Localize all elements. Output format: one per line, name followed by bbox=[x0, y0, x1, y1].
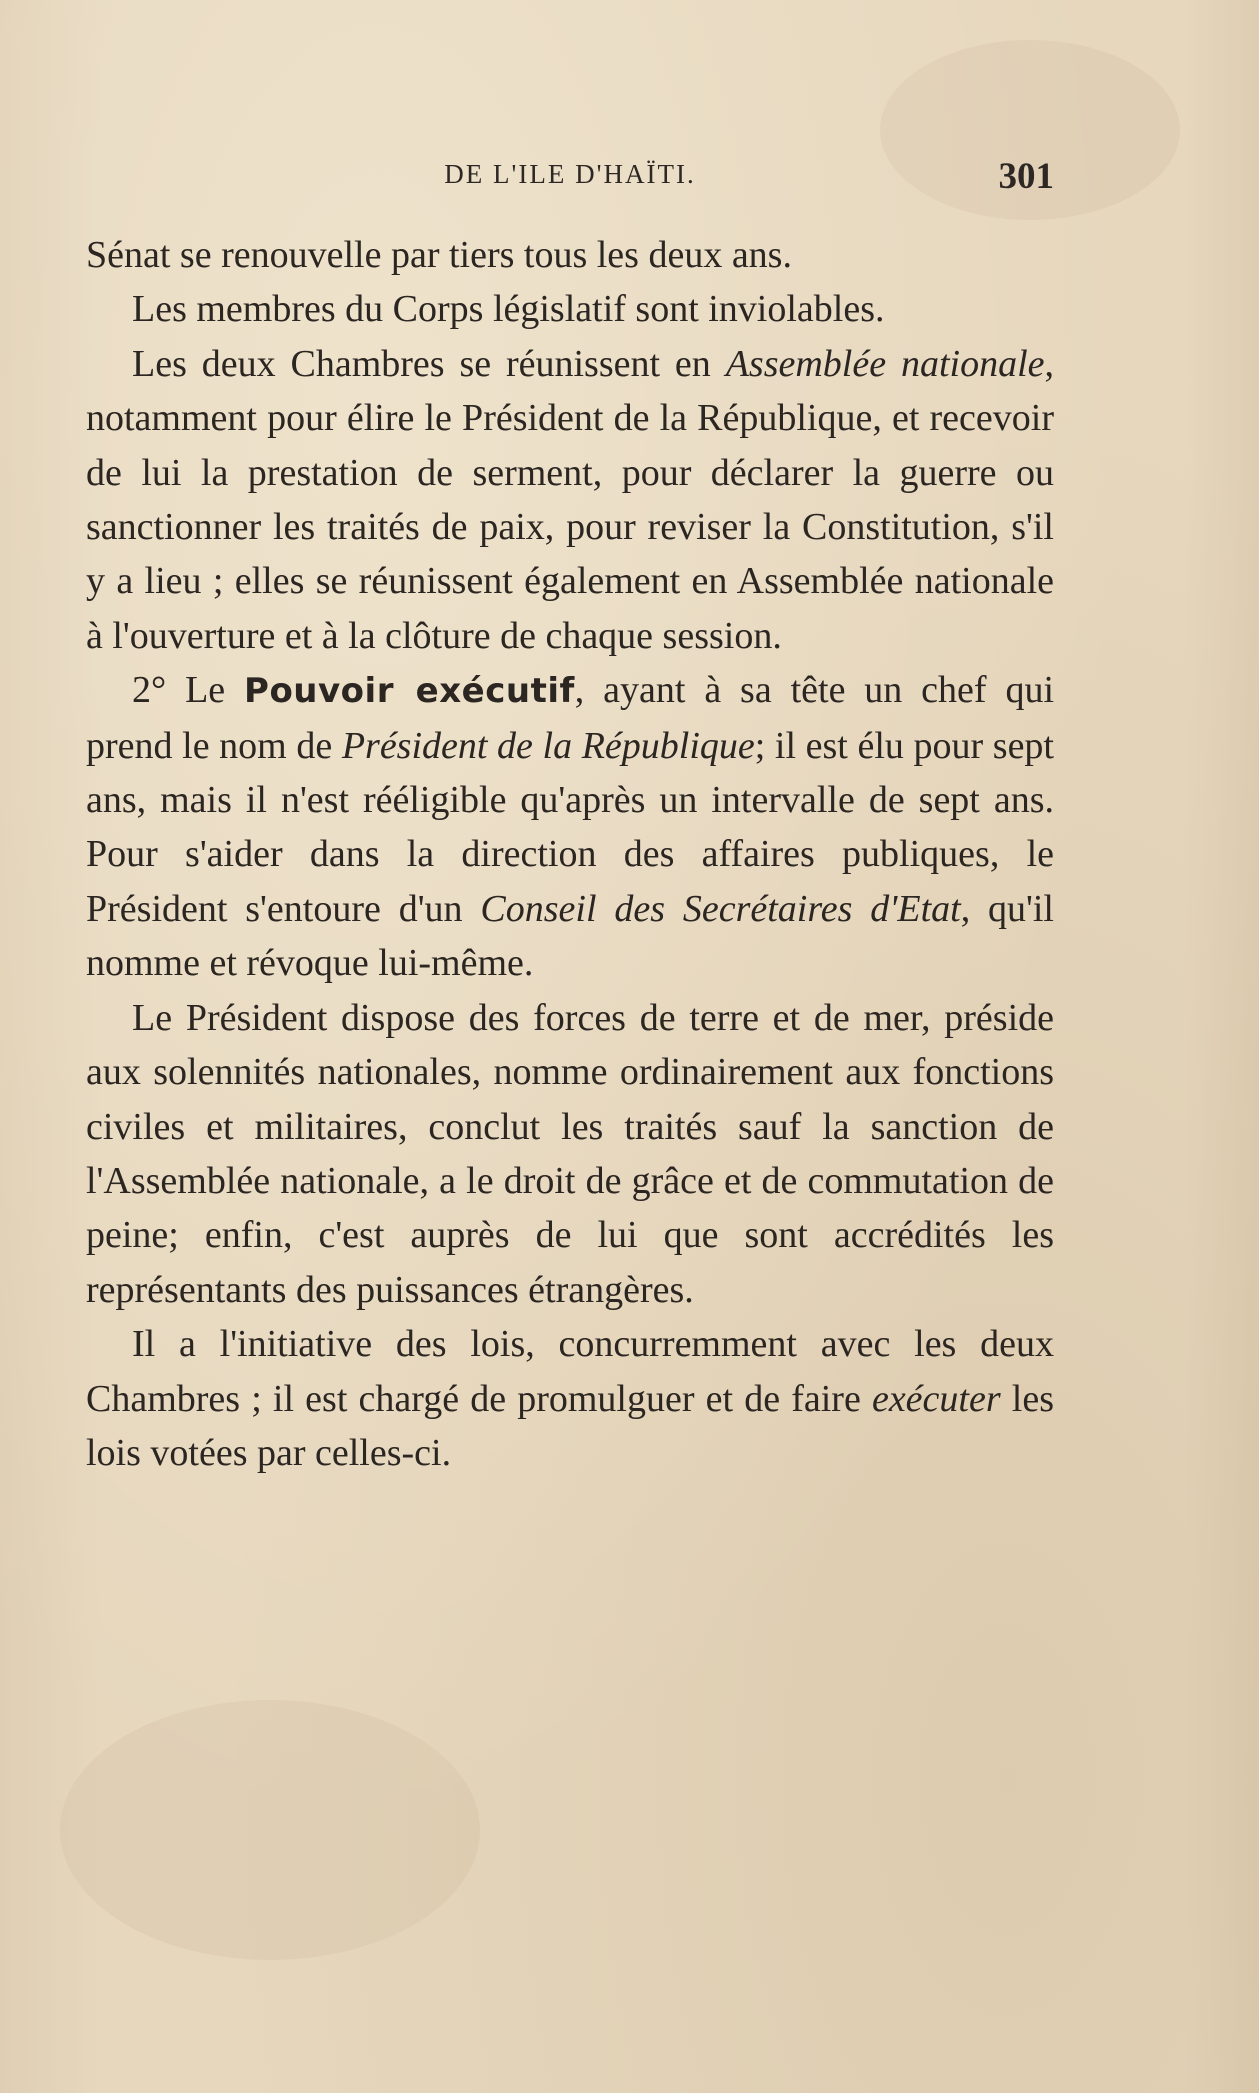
body-text bbox=[86, 228, 1054, 1480]
paragraph-4 bbox=[86, 663, 1054, 990]
paragraph-6 bbox=[86, 1317, 1054, 1480]
italic-term: Président de la République bbox=[341, 724, 755, 767]
italic-term: Conseil des Secrétaires d'Etat bbox=[480, 887, 961, 930]
paragraph-text: 2° Le bbox=[132, 669, 245, 712]
italic-term: exécuter bbox=[871, 1377, 1001, 1420]
paragraph-3 bbox=[86, 337, 1054, 663]
paragraph-5 bbox=[86, 991, 1054, 1317]
running-header bbox=[86, 155, 1054, 199]
paragraph-2 bbox=[86, 282, 1054, 336]
paragraph-text: ; il est élu pour sept ans, mais il n'est rééligible qu'après un intervalle de sept ans. Pour s'aider dans la direction des affaires publiques, le Président s'entoure d'un bbox=[86, 724, 1054, 930]
bold-term: Pouvoir exécutif bbox=[244, 671, 575, 712]
paragraph-text: Le Président dispose des forces de terre et de mer, préside aux solennités nationales, nomme ordinairement aux fonctions civiles et militaires, conclut les traités sauf la sanction de l'Assemblée nationale, a le droit de grâce et de commutation de peine; enfin, c'est auprès de lui que sont accrédités les représentants des puissances étrangères. bbox=[86, 996, 1054, 1311]
paper-stain bbox=[60, 1700, 480, 1960]
paragraph-text: Sénat se renouvelle par tiers tous les deux ans. bbox=[86, 234, 792, 276]
italic-term: Assemblée nationale bbox=[725, 342, 1045, 385]
paragraph-text: Les deux Chambres se réunissent en bbox=[132, 342, 726, 385]
paragraph-text: Il a l'initiative des lois, concurremment avec les deux Chambres ; il est chargé de promulguer et de faire bbox=[86, 1323, 1054, 1420]
paragraph-1 bbox=[86, 228, 1054, 282]
paragraph-text: les lois votées par celles-ci. bbox=[86, 1377, 1054, 1474]
paragraph-text: , ayant à sa tête un chef qui prend le nom de bbox=[86, 669, 1054, 767]
page-number: 301 bbox=[998, 156, 1054, 197]
running-title: DE L'ILE D'HAÏTI. bbox=[444, 159, 696, 189]
paragraph-text: Les membres du Corps législatif sont inviolables. bbox=[132, 288, 885, 331]
paragraph-text: , qu'il nomme et révoque lui-même. bbox=[86, 887, 1054, 985]
paragraph-text: , notamment pour élire le Président de la République, et recevoir de lui la prestation de serment, pour déclarer la guerre ou sanctionner les traités de paix, pour reviser la Constitution, s'il y a lieu ; elles se réunissent également en Assemblée nationale à l'ouverture et à la clôture de chaque session. bbox=[86, 342, 1054, 657]
